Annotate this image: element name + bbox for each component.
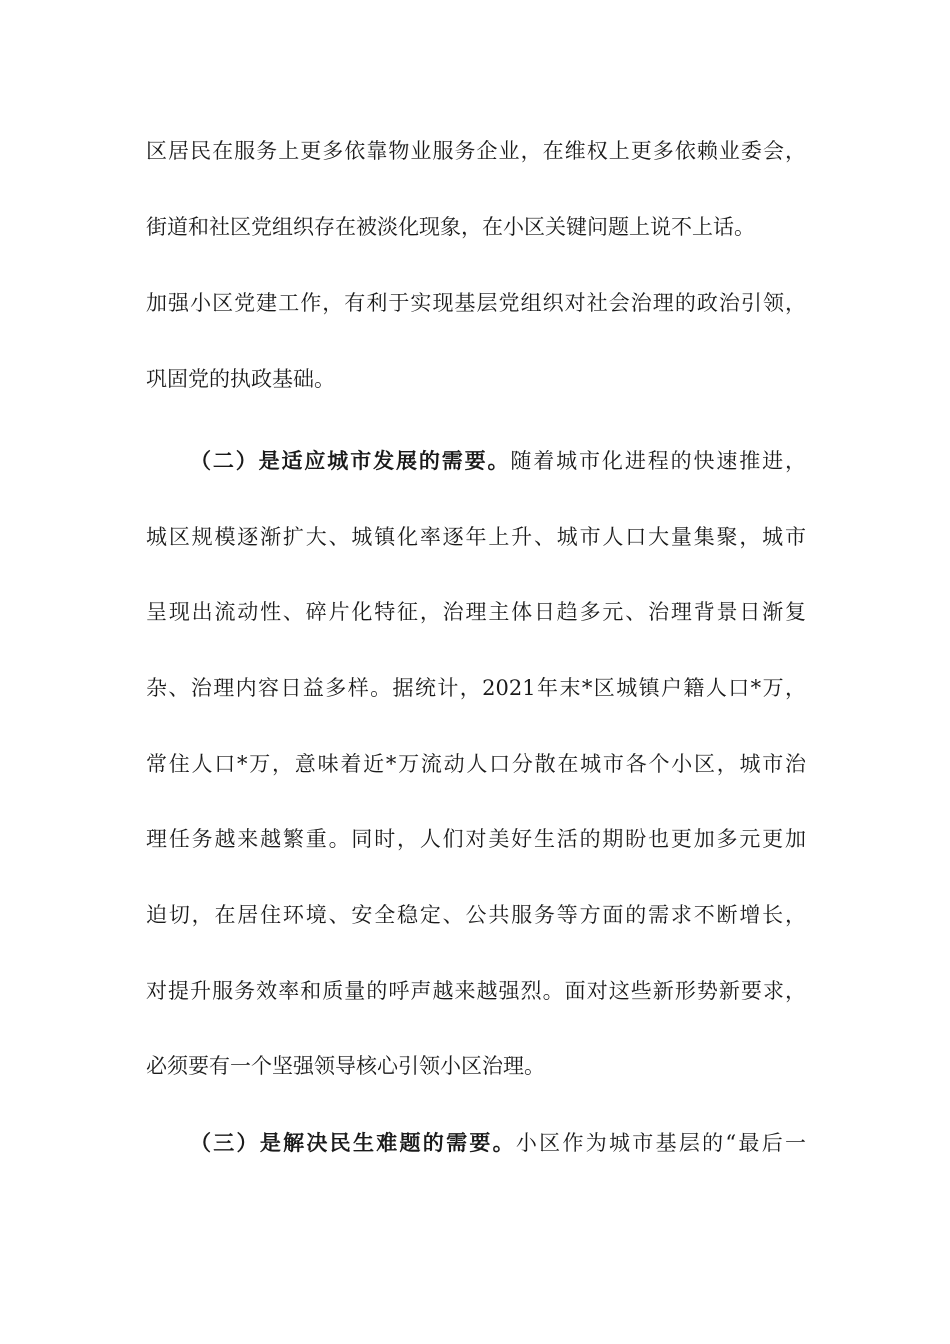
paragraph-line: 区居民在服务上更多依靠物业服务企业，在维权上更多依赖业委会， bbox=[146, 139, 806, 163]
paragraph-line: 街道和社区党组织存在被淡化现象，在小区关键问题上说不上话。 bbox=[146, 215, 755, 239]
paragraph-line: 理任务越来越繁重。同时，人们对美好生活的期盼也更加多元更加 bbox=[146, 827, 806, 851]
paragraph-line: 杂、治理内容日益多样。据统计，2021年末*区城镇户籍人口*万， bbox=[146, 676, 806, 700]
paragraph-line: 加强小区党建工作，有利于实现基层党组织对社会治理的政治引领， bbox=[146, 291, 806, 315]
section-3-text: 小区作为城市基层的“最后一 bbox=[515, 1131, 806, 1155]
paragraph-line: 巩固党的执政基础。 bbox=[146, 367, 335, 391]
section-2-heading: （二）是适应城市发展的需要。 bbox=[190, 448, 511, 473]
paragraph-line: 对提升服务效率和质量的呼声越来越强烈。面对这些新形势新要求， bbox=[146, 979, 806, 1003]
section-2-text: 随着城市化进程的快速推进， bbox=[510, 449, 807, 473]
section-3-first-line bbox=[190, 1123, 806, 1163]
section-3-heading: （三）是解决民生难题的需要。 bbox=[190, 1130, 516, 1155]
paragraph-line: 城区规模逐渐扩大、城镇化率逐年上升、城市人口大量集聚，城市 bbox=[146, 525, 806, 549]
paragraph-line: 呈现出流动性、碎片化特征，治理主体日趋多元、治理背景日渐复 bbox=[146, 600, 806, 624]
paragraph-line: 必须要有一个坚强领导核心引领小区治理。 bbox=[146, 1054, 545, 1078]
paragraph-line: 常住人口*万，意味着近*万流动人口分散在城市各个小区，城市治 bbox=[146, 752, 806, 776]
section-2-first-line bbox=[190, 441, 806, 481]
paragraph-line: 迫切，在居住环境、安全稳定、公共服务等方面的需求不断增长， bbox=[146, 903, 806, 927]
